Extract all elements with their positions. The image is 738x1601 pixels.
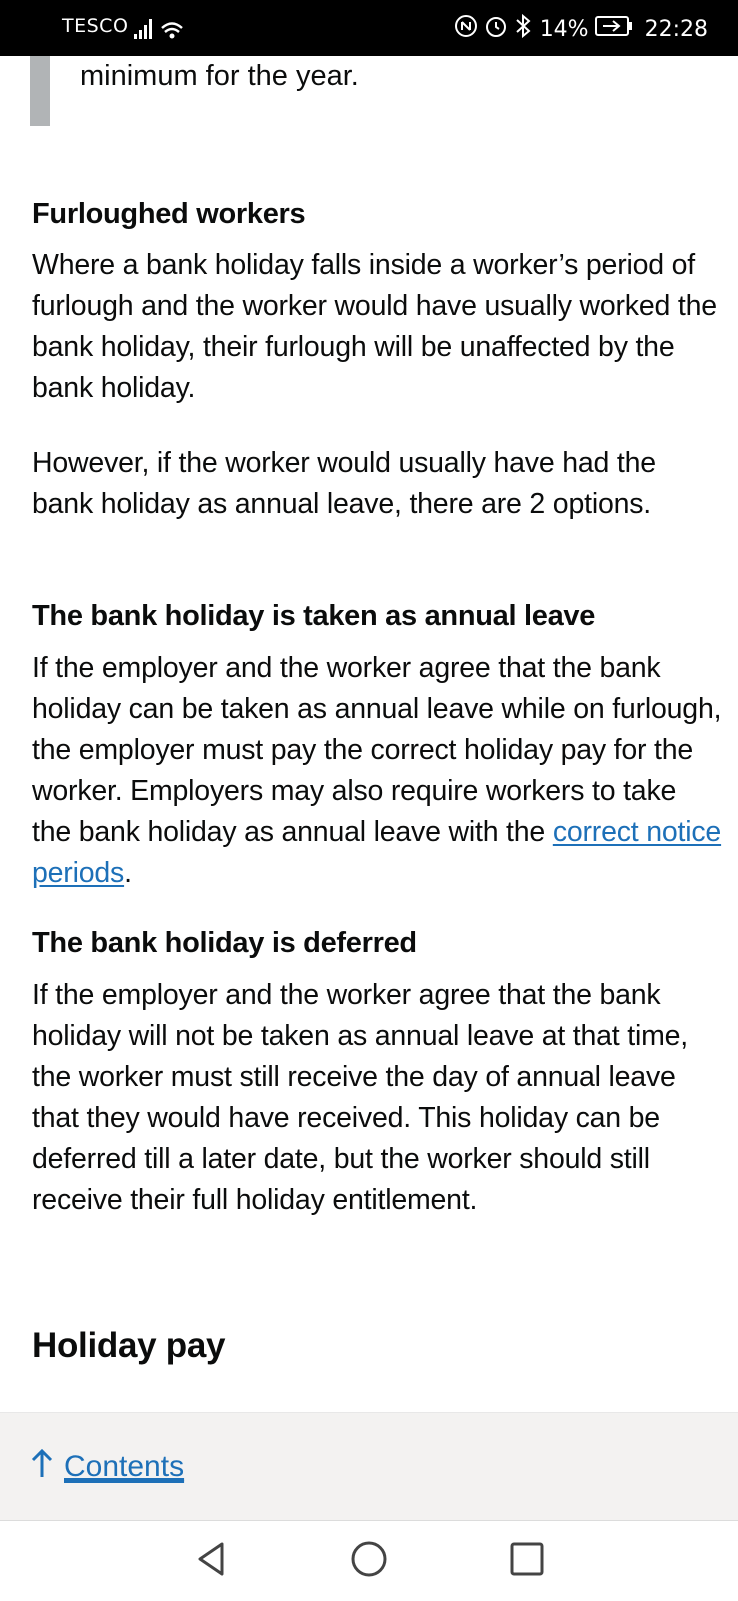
contents-link-label: Contents — [64, 1450, 185, 1483]
heading-deferred: The bank holiday is deferred — [32, 927, 417, 959]
alarm-icon — [484, 14, 508, 44]
arrow-up-icon — [30, 1447, 54, 1487]
battery-charging-icon — [595, 15, 633, 43]
paragraph-two-options: However, if the worker would usually have had the bank holiday as annual leave, there are 2 options. — [32, 447, 656, 520]
signal-wifi-icon — [132, 14, 192, 46]
heading-furloughed-workers: Furloughed workers — [32, 198, 306, 230]
carrier-name: TESCO — [62, 15, 129, 37]
navigation-bar — [0, 1520, 738, 1601]
correct-notice-periods-link[interactable]: correct notice periods — [32, 816, 722, 889]
paragraph-deferred: If the employer and the worker agree that the bank holiday will not be taken as annual leave at that time, the worker must still receive the day of annual leave that they would have received. This holiday can be deferred till a later date, but the worker should still receive their full holiday entitlement. — [32, 979, 688, 1216]
inset-text: minimum for the year. — [80, 60, 359, 92]
bluetooth-icon — [514, 13, 532, 45]
home-icon[interactable] — [349, 1539, 389, 1584]
sticky-contents-bar — [0, 1412, 738, 1521]
inset-border — [30, 56, 50, 126]
clock: 22:28 — [644, 16, 708, 42]
battery-percent: 14% — [539, 16, 589, 42]
heading-holiday-pay: Holiday pay — [32, 1326, 226, 1365]
paragraph-furlough-unaffected: Where a bank holiday falls inside a worker’s period of furlough and the worker would have usually worked the bank holiday, their furlough will be unaffected by the bank holiday. — [32, 249, 717, 404]
status-bar — [0, 0, 738, 56]
recents-icon[interactable] — [507, 1539, 547, 1584]
paragraph-taken-as-annual-leave: If the employer and the worker agree that the bank holiday can be taken as annual leave while on furlough, the employer must pay the correct holiday pay for the worker. Employers may also require workers to take the bank holiday as annual leave with the correct notice periods. — [32, 652, 722, 889]
heading-taken-as-annual-leave: The bank holiday is taken as annual leave — [32, 600, 596, 632]
nfc-icon — [454, 14, 478, 44]
contents-link[interactable] — [30, 1447, 184, 1487]
back-icon[interactable] — [192, 1539, 232, 1584]
